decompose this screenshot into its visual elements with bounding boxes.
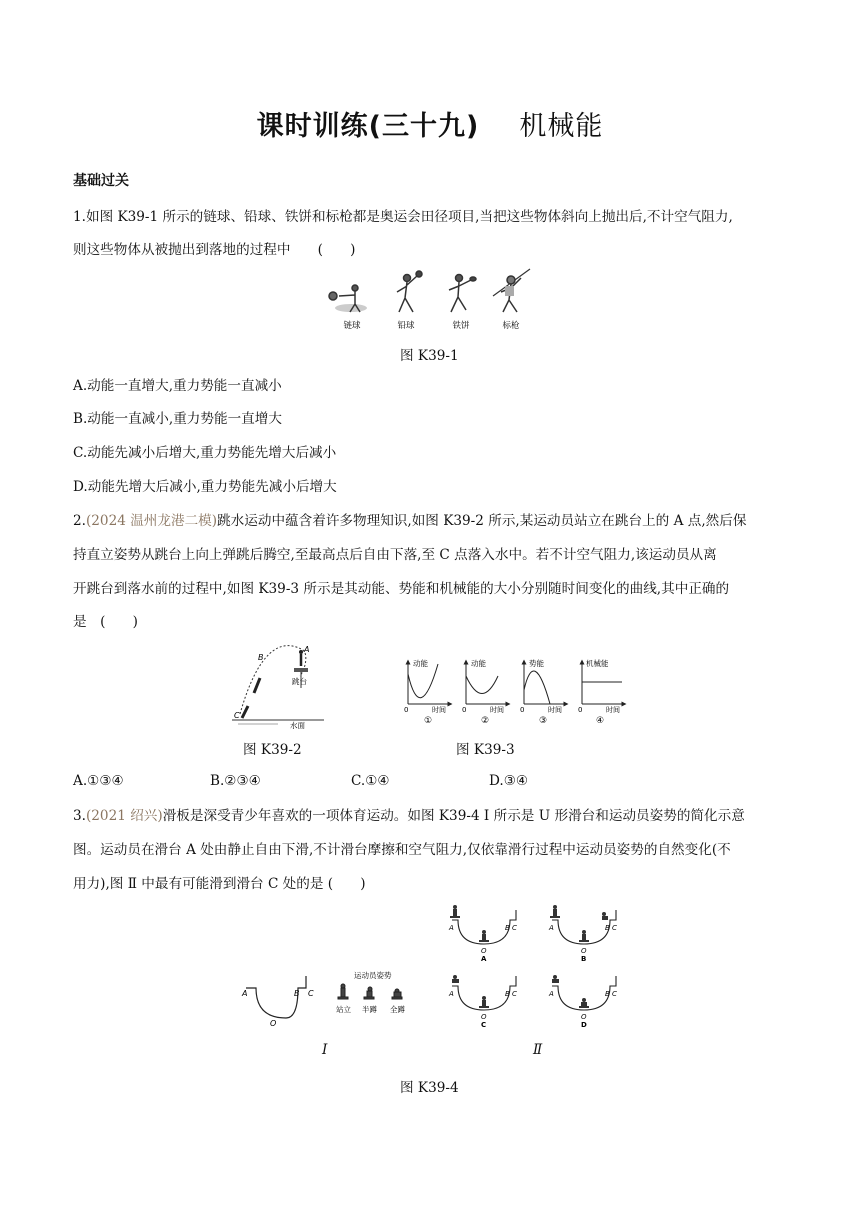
section-heading: 基础过关 [73,173,129,189]
optC-label-c: C [512,990,517,998]
q2-source: (2024 温州龙港二模) [85,513,218,529]
pose-full-squat-icon [392,989,402,999]
fig-k39-2-caption: 图 K39-2 [243,742,302,758]
q2-line2: 持直立姿势从跳台上向上弹跳后腾空,至最高点后自由下落,至 C 点落入水中。若不计空气阻力,该运动员从离 [73,547,717,563]
q2-option-a: A.①③④ [73,773,124,789]
q2-line4: 是 ( ) [73,614,138,630]
figure-k39-2 [228,638,328,730]
figure-k39-4-part1 [236,966,426,1026]
q1-option-d: D.动能先增大后减小,重力势能先减小后增大 [73,479,337,495]
figure-k39-1 [325,266,535,334]
graph-1-xlabel: 时间 [432,706,446,714]
q3-number: 3. [73,808,86,824]
graph-2 [462,658,508,726]
option-d-label: D [581,1021,587,1029]
graph-2-origin: 0 [462,706,467,714]
graph-1-number: ① [424,716,433,726]
fig1-label-hammer: 链球 [343,321,361,331]
graph-3-ylabel: 势能 [529,659,544,668]
fig2-label-water: 水面 [290,721,305,730]
q3-line3: 用力),图 Ⅱ 中最有可能滑到滑台 C 处的是 ( ) [73,876,366,892]
graph-2-xlabel: 时间 [490,706,504,714]
javelin-thrower-figure [493,269,530,312]
optD-label-b: B [605,990,610,998]
pose-title: 运动员姿势 [354,971,392,980]
shot-putter-figure [397,271,422,312]
fig1-label-shot: 铅球 [397,321,415,331]
option-a-label: A [481,955,487,963]
fig2-label-b: B [258,653,264,662]
q3-line1 [73,806,745,826]
q3-line2: 图。运动员在滑台 A 处由静止自由下滑,不计滑台摩擦和空气阻力,仅依靠滑行过程中运动员姿势的自然变化(不 [73,842,731,858]
q2-option-c: C.①④ [351,773,390,789]
discus-thrower-figure [449,275,476,313]
fig-k39-3-caption: 图 K39-3 [456,742,515,758]
q2-line3: 开跳台到落水前的过程中,如图 K39-3 所示是其动能、势能和机械能的大小分别随时间变化的曲线,其中正确的 [73,581,730,597]
graph-3-number: ③ [539,716,548,726]
optB-label-a: A [549,924,554,932]
graph-1-origin: 0 [404,706,409,714]
graph-4-origin: 0 [578,706,583,714]
option-b-diagram [548,905,617,963]
pose-label-full: 全蹲 [390,1005,405,1014]
q1-line2: 则这些物体从被抛出到落地的过程中 ( ) [73,242,356,258]
q2-line1-text: 跳水运动中蕴含着许多物理知识,如图 K39-2 所示,某运动员站立在跳台上的 A 点,然后保 [217,513,747,529]
q1-line1: 1.如图 K39-1 所示的链球、铅球、铁饼和标枪都是奥运会田径项目,当把这些物体斜向上抛出后,不计空气阻力, [73,209,733,225]
optC-label-o: O [481,1013,487,1021]
title-sub: 机械能 [519,111,604,142]
pose-standing-icon [338,984,348,999]
q2-number: 2. [73,513,86,529]
fig2-label-platform: 跳台 [292,677,307,686]
optB-label-c: C [612,924,617,932]
pose-half-squat-icon [364,987,374,999]
fig1-label-javelin: 标枪 [502,321,520,331]
fig4-1-label-a: A [242,989,248,998]
graph-1 [404,658,450,726]
optD-label-o: O [581,1013,587,1021]
option-d-diagram [548,975,617,1029]
option-c-diagram [448,975,517,1029]
fig-k39-1-caption: 图 K39-1 [400,348,459,364]
graph-4 [578,658,624,726]
fig4-1-label-b: B [294,989,300,998]
optD-label-c: C [612,990,617,998]
optA-label-b: B [505,924,510,932]
q1-option-b: B.动能一直减小,重力势能一直增大 [73,411,282,427]
fig2-label-a: A [304,645,310,654]
graph-4-xlabel: 时间 [606,706,620,714]
optA-label-o: O [481,947,487,955]
q2-option-b: B.②③④ [210,773,261,789]
figure-k39-4-part2 [446,900,626,1030]
page-title [0,104,860,143]
optC-label-b: B [505,990,510,998]
fig1-label-discus: 铁饼 [452,321,470,331]
q2-option-d: D.③④ [489,773,529,789]
graph-2-ylabel: 动能 [471,659,486,668]
q2-line1 [73,511,746,531]
pose-label-standing: 站立 [336,1005,351,1014]
graph-4-ylabel: 机械能 [586,659,609,668]
figure-k39-3 [400,656,630,728]
pose-label-half: 半蹲 [362,1005,377,1014]
optA-label-a: A [449,924,454,932]
graph-1-ylabel: 动能 [413,659,428,668]
option-b-label: B [581,955,587,963]
optC-label-a: A [449,990,454,998]
q1-option-a: A.动能一直增大,重力势能一直减小 [73,378,282,394]
optD-label-a: A [549,990,554,998]
fig2-label-c: C [234,711,240,720]
optB-label-o: O [581,947,587,955]
optB-label-b: B [605,924,610,932]
q1-option-c: C.动能先减小后增大,重力势能先增大后减小 [73,445,337,461]
fig-k39-4-part1-label: Ⅰ [322,1042,328,1058]
title-main: 课时训练(三十九) [256,111,480,142]
graph-2-number: ② [481,716,490,726]
option-a-diagram [448,905,517,963]
graph-4-number: ④ [596,716,605,726]
optA-label-c: C [512,924,517,932]
fig-k39-4-part2-label: Ⅱ [533,1042,543,1058]
q3-source: (2021 绍兴) [85,808,163,824]
option-c-label: C [481,1021,487,1029]
hammer-thrower-figure [329,285,367,312]
fig-k39-4-caption: 图 K39-4 [400,1080,459,1096]
graph-3 [520,658,566,726]
fig4-1-label-c: C [308,989,314,998]
fig4-1-label-o: O [270,1019,277,1026]
q3-line1-text: 滑板是深受青少年喜欢的一项体育运动。如图 K39-4 Ⅰ 所示是 U 形滑台和运动员姿势的简化示意 [162,808,745,824]
graph-3-origin: 0 [520,706,525,714]
graph-3-xlabel: 时间 [548,706,562,714]
